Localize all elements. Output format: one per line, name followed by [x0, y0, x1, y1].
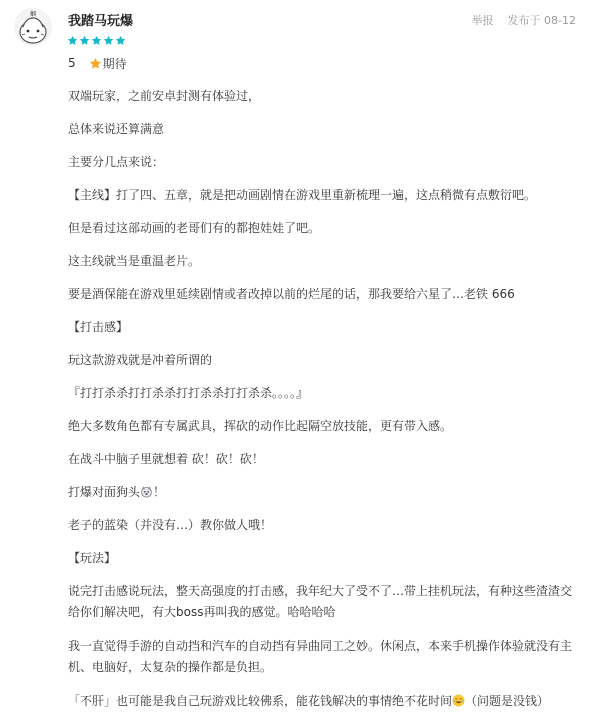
report-link[interactable]: 举报	[471, 14, 494, 27]
review-paragraph: 说完打击感说玩法，整天高强度的打击感，我年纪大了受不了…带上挂机玩法，有种这些渣渣交给你们解决吧，有大boss再叫我的感觉。哈哈哈哈	[68, 584, 573, 619]
expect-label: 期待	[102, 56, 127, 71]
paragraph-text: ！	[153, 485, 166, 499]
review-paragraph: 在战斗中脑子里就想着 砍！砍！砍！	[68, 452, 264, 466]
cartoon-face-avatar-icon	[14, 8, 52, 46]
rating-star-icon	[91, 35, 102, 46]
review-paragraph: 这主线就当是重温老片。	[68, 254, 201, 268]
review-paragraph: 【主线】打了四、五章，就是把动画剧情在游戏里重新梳理一遍，这点稍微有点敷衍吧。	[68, 188, 537, 202]
score-row	[68, 54, 127, 72]
review-paragraph: 玩这款游戏就是冲着所谓的	[68, 353, 213, 367]
paragraph-text: （问题是没钱）	[465, 694, 550, 708]
review-paragraph	[68, 482, 580, 502]
rating-star	[103, 31, 114, 42]
review-paragraph: 但是看过这部动画的老哥们有的都抱娃娃了吧。	[68, 221, 321, 235]
rating-star	[79, 31, 90, 42]
paragraph-text: 打爆对面狗头	[68, 485, 141, 499]
review-paragraph: 老子的蓝染（并没有…）教你做人哦！	[68, 518, 273, 532]
review-paragraph: 双端玩家，之前安卓封测有体验过，	[68, 89, 261, 103]
rating-stars	[67, 31, 126, 43]
rating-star-icon	[103, 35, 114, 46]
score-value: 5	[68, 56, 76, 70]
rating-star	[115, 31, 126, 42]
laugh-cry-emoji-icon	[452, 694, 465, 707]
rating-star-icon	[115, 35, 126, 46]
review-header	[0, 0, 598, 50]
review-paragraph: 『打打杀杀打打杀杀打打杀杀打打杀杀。。。。』	[68, 386, 309, 400]
review-paragraph: 绝大多数角色都有专属武具，挥砍的动作比起隔空放技能，更有带入感。	[68, 419, 453, 433]
dog-head-emoji-icon	[140, 485, 153, 498]
rating-star	[91, 31, 102, 42]
star-icon	[89, 57, 102, 70]
review-paragraph	[68, 691, 580, 711]
rating-star-icon	[67, 35, 78, 46]
review-paragraph: 主要分几点来说：	[68, 155, 165, 169]
review-paragraph: 【玩法】	[68, 551, 117, 565]
review-paragraph: 要是酒保能在游戏里延续剧情或者改掉以前的烂尾的话，那我要给六星了…老铁 666	[68, 287, 515, 301]
review-paragraph: 总体来说还算满意	[68, 122, 165, 136]
user-avatar[interactable]	[14, 8, 52, 46]
review-paragraph: 我一直觉得手游的自动挡和汽车的自动挡有异曲同工之妙。休闲点，本来手机操作体验就没有主机、电脑好，太复杂的操作都是负担。	[68, 639, 573, 674]
rating-star	[67, 31, 78, 42]
review-paragraph: 【打击感】	[68, 320, 129, 334]
paragraph-text: 「不肝」也可能是我自己玩游戏比较佛系，能花钱解决的事情绝不花时间	[68, 694, 453, 708]
review-content	[68, 86, 580, 724]
publish-time: 发布于 08-12	[507, 14, 576, 27]
avatar-badge-text: 蝈	[29, 11, 37, 18]
rating-star-icon	[79, 35, 90, 46]
user-name[interactable]: 我踏马玩爆	[68, 14, 134, 29]
review-meta	[472, 12, 576, 28]
